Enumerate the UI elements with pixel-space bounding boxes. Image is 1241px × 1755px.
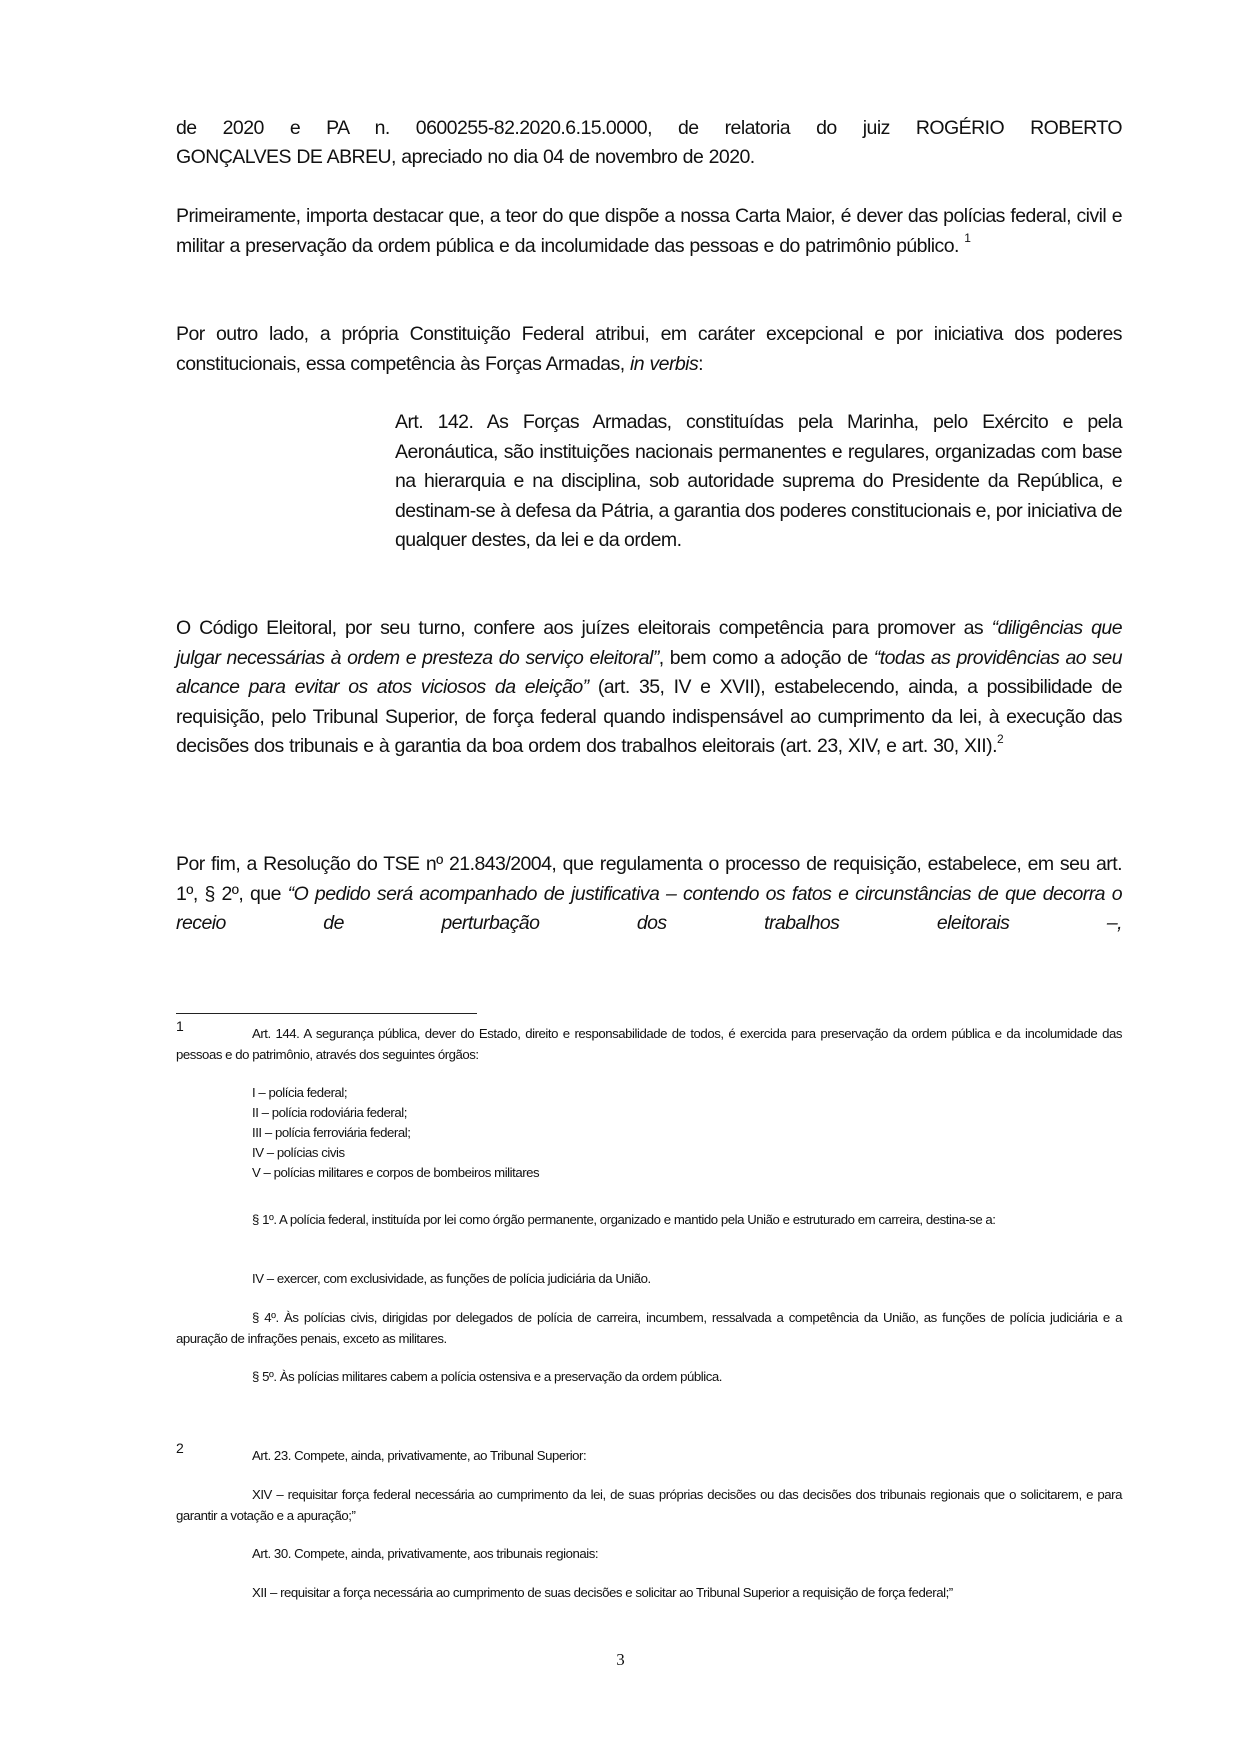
paragraph-1-line-2: GONÇALVES DE ABREU, apreciado no dia 04 de novembro de 2020. bbox=[176, 146, 755, 168]
paragraph-1-line-1: de 2020 e PA n. 0600255-82.2020.6.15.0000, de relatoria do juiz ROGÉRIO ROBERTO bbox=[176, 117, 1122, 139]
paragraph-5-part-1: Por fim, a Resolução do TSE nº 21.843/2004, que regulamenta o processo de requisição, estabelece, em seu art. 1º, § 2º, que bbox=[176, 853, 1122, 905]
footnote-1-para-3: § 4º. Às polícias civis, dirigidas por delegados de polícia de carreira, incumbem, ressalvada a competência da União, as funções de polícia judiciária e a apuração de infrações penais, exceto as militares. bbox=[176, 1310, 1122, 1346]
in-verbis: in verbis bbox=[630, 352, 699, 375]
footnote-1-para-4: § 5º. Às polícias militares cabem a polícia ostensiva e a preservação da ordem pública. bbox=[252, 1369, 722, 1384]
block-quote-art-142: Art. 142. As Forças Armadas, constituídas pela Marinha, pelo Exército e pela Aeronáutica, são instituições nacionais permanentes e regulares, organizadas com base na hierarquia e na disciplina, sob autoridade suprema do Presidente da República, e destinam-se à defesa da Pátria, a garantia dos poderes constitucionais e, por iniciativa de qualquer destes, da lei e da ordem. bbox=[395, 411, 1122, 551]
footnote-ref-2[interactable]: 2 bbox=[996, 731, 1004, 746]
quote-diligencias: “diligências que julgar necessárias à ordem e presteza do serviço eleitoral” bbox=[176, 617, 1122, 669]
quote-providencias: “todas as providências ao seu alcance para evitar os atos viciosos da eleição” bbox=[176, 646, 1122, 698]
footnote-1-para-1: § 1º. A polícia federal, instituída por lei como órgão permanente, organizado e mantido pela União e estruturado em carreira, destina-se a: bbox=[252, 1212, 996, 1227]
paragraph-3-text: Por outro lado, a própria Constituição Federal atribui, em caráter excepcional e por iniciativa dos poderes constitucionais, essa competência às Forças Armadas, bbox=[176, 323, 1122, 375]
paragraph-4-part-1: O Código Eleitoral, por seu turno, confere aos juízes eleitorais competência para promover as bbox=[176, 617, 992, 639]
paragraph-3 bbox=[176, 320, 1122, 379]
footnote-1-number: 1 bbox=[176, 1018, 184, 1034]
footnote-1-item: II – polícia rodoviária federal; bbox=[252, 1105, 407, 1120]
footnote-1-item: III – polícia ferroviária federal; bbox=[252, 1125, 411, 1140]
footnote-1-para-2: IV – exercer, com exclusividade, as funções de polícia judiciária da União. bbox=[252, 1271, 651, 1286]
footnote-2-para-1: XIV – requisitar força federal necessária ao cumprimento da lei, de suas próprias decisões ou das decisões dos tribunais regionais que o solicitarem, e para garantir a votação e a apuração;” bbox=[176, 1487, 1122, 1523]
footnote-1-intro: Art. 144. A segurança pública, dever do Estado, direito e responsabilidade de todos, é exercida para preservação da ordem pública e da incolumidade das pessoas e do patrimônio, através dos seguintes órgãos: bbox=[176, 1026, 1122, 1062]
footnote-2-para-2: Art. 30. Compete, ainda, privativamente, aos tribunais regionais: bbox=[252, 1546, 599, 1561]
paragraph-4 bbox=[176, 614, 1122, 762]
footnote-1-item: V – polícias militares e corpos de bombeiros militares bbox=[252, 1165, 540, 1180]
footnote-ref-1[interactable]: 1 bbox=[964, 231, 971, 245]
footnote-1-item: IV – polícias civis bbox=[252, 1145, 345, 1160]
footnote-2-para-3: XII – requisitar a força necessária ao cumprimento de suas decisões e solicitar ao Tribunal Superior a requisição de força federal;” bbox=[252, 1585, 953, 1600]
footnote-separator bbox=[176, 1013, 477, 1014]
page-number: 3 bbox=[616, 1650, 625, 1669]
footnote-1-list bbox=[252, 1083, 539, 1183]
footnote-2-number: 2 bbox=[176, 1440, 184, 1456]
footnote-1-item: I – polícia federal; bbox=[252, 1085, 348, 1100]
paragraph-3-end: : bbox=[698, 352, 704, 375]
footnote-2-intro: Art. 23. Compete, ainda, privativamente, ao Tribunal Superior: bbox=[252, 1448, 587, 1463]
quote-resolucao: “O pedido será acompanhado de justificativa – contendo os fatos e circunstâncias de que decorra o receio de perturbação dos trabalhos eleitorais –, bbox=[176, 882, 1122, 934]
paragraph-4-part-2: , bem como a adoção de bbox=[658, 646, 874, 669]
paragraph-2 bbox=[176, 202, 1122, 261]
paragraph-5 bbox=[176, 850, 1122, 939]
paragraph-4-part-3: (art. 35, IV e XVII), estabelecendo, ainda, a possibilidade de requisição, pelo Tribunal Superior, de força federal quando indispensável ao cumprimento da lei, à execução das decisões dos tribunais e à garantia da boa ordem dos trabalhos eleitorais (art. 23, XIV, e art. 30, XII). bbox=[176, 676, 1123, 757]
paragraph-2-text: Primeiramente, importa destacar que, a teor do que dispõe a nossa Carta Maior, é dever das polícias federal, civil e militar a preservação da ordem pública e da incolumidade das pessoas e do patrimônio público. bbox=[176, 205, 1122, 257]
